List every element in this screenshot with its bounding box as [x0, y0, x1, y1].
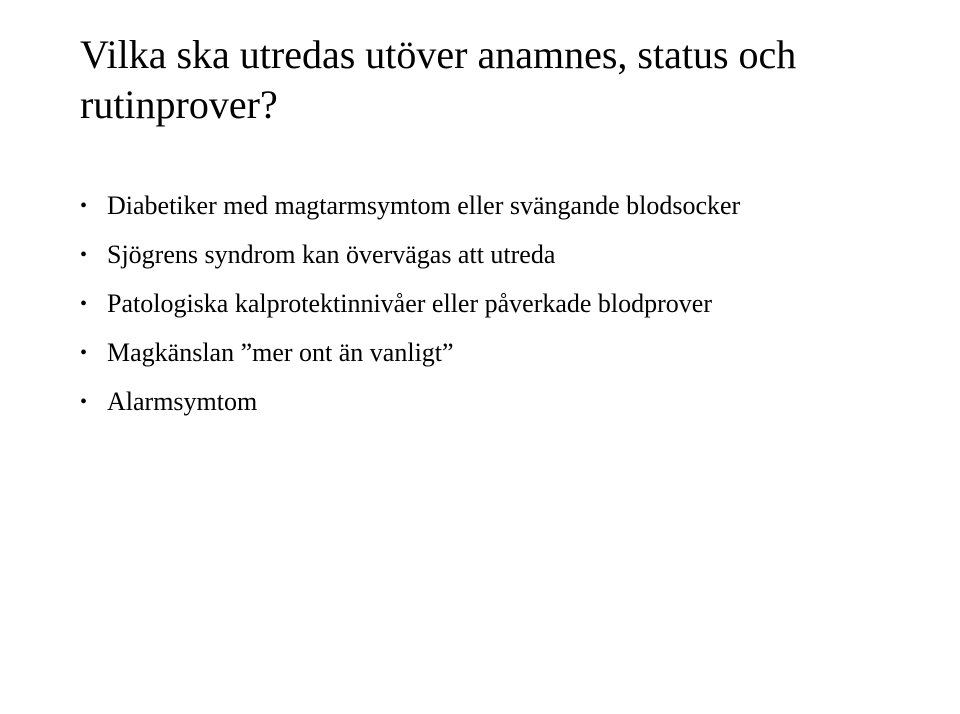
bullet-text: Sjögrens syndrom kan övervägas att utreda — [107, 240, 556, 269]
bullet-text: Diabetiker med magtarmsymtom eller svängande blodsocker — [107, 191, 741, 220]
bullet-text: Magkänslan ”mer ont än vanligt” — [107, 338, 454, 367]
bullet-item — [80, 382, 940, 431]
bullet-item — [80, 186, 940, 235]
bullet-icon: • — [80, 293, 88, 315]
bullet-list — [80, 186, 940, 431]
bullet-item — [80, 235, 940, 284]
bullet-icon: • — [80, 391, 88, 413]
bullet-icon: • — [80, 342, 88, 364]
bullet-icon: • — [80, 195, 88, 217]
bullet-item — [80, 284, 940, 333]
bullet-item — [80, 333, 940, 382]
bullet-icon: • — [80, 244, 88, 266]
slide-title: Vilka ska utredas utöver anamnes, status och rutinprover? — [80, 32, 797, 127]
bullet-text: Alarmsymtom — [107, 387, 258, 416]
bullet-text: Patologiska kalprotektinnivåer eller påverkade blodprover — [107, 289, 713, 318]
